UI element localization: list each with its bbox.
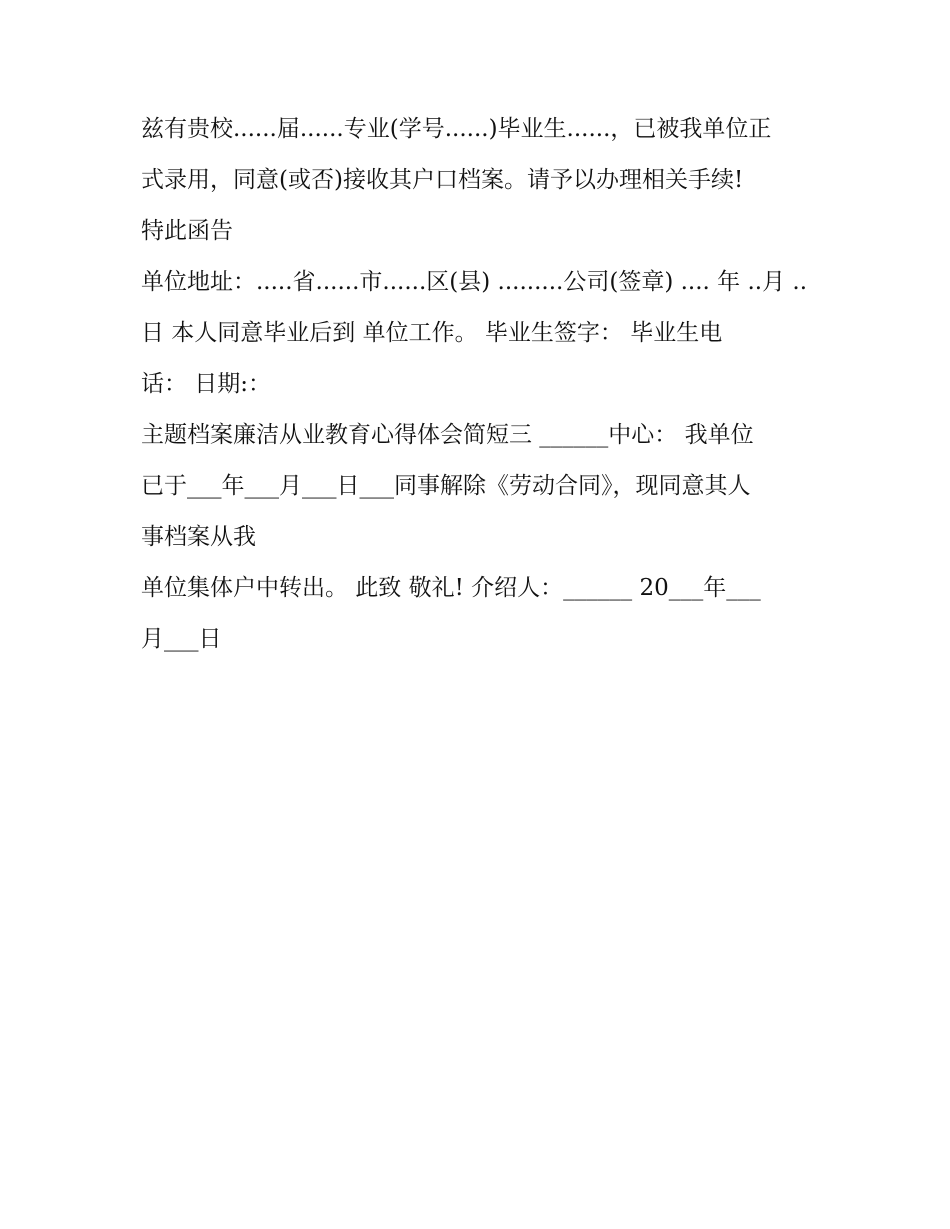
text-line: 兹有贵校......届......专业(学号......)毕业生......，已被我单位正	[141, 116, 772, 142]
text-line: 话： 日期:：	[141, 371, 272, 397]
text-line: 式录用，同意(或否)接收其户口档案。请予以办理相关手续!	[141, 167, 744, 193]
text-line: 已于___年___月___日___同事解除《劳动合同》，现同意其人	[141, 473, 751, 499]
text-line: 单位地址：.....省......市......区(县) .........公司(签章) .... 年 ..月 ..	[141, 269, 808, 295]
text-line: 事档案从我	[141, 524, 256, 550]
text-line: 日 本人同意毕业后到 单位工作。 毕业生签字： 毕业生电	[141, 320, 723, 346]
document-body	[141, 104, 821, 665]
text-line: 单位集体户中转出。 此致 敬礼! 介绍人：______ 20___年___	[141, 575, 761, 601]
text-line: 月___日	[141, 626, 222, 652]
text-line: 特此函告	[141, 218, 233, 244]
text-line: 主题档案廉洁从业教育心得体会简短三 ______中心： 我单位	[141, 422, 754, 448]
